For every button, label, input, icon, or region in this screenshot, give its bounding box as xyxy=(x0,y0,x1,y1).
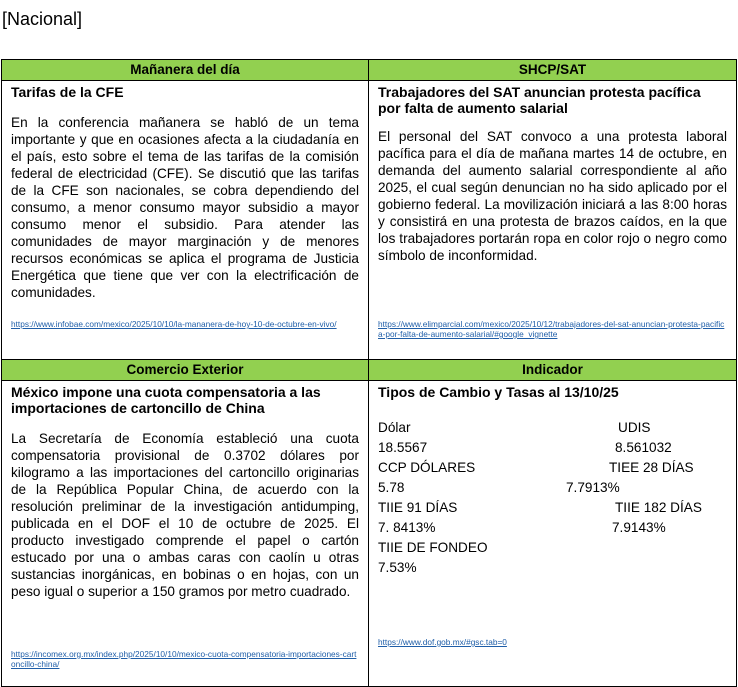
mananera-title: Tarifas de la CFE xyxy=(11,84,124,100)
tiie91-value: 7. 8413% xyxy=(378,520,436,535)
comercio-header: Comercio Exterior xyxy=(2,360,369,381)
ccp-value: 5.78 xyxy=(378,480,405,495)
mananera-header: Mañanera del día xyxy=(2,60,369,81)
dolar-label: Dólar xyxy=(378,420,411,435)
udis-value: 8.561032 xyxy=(615,440,672,455)
indicador-header: Indicador xyxy=(369,360,737,381)
udis-label: UDIS xyxy=(618,420,651,435)
tiie182-value: 7.9143% xyxy=(612,520,666,535)
comercio-title: México impone una cuota compensatoria a las importaciones de cartoncillo de China xyxy=(11,384,321,416)
indicador-source-link[interactable]: https://www.dof.gob.mx/#gsc.tab=0 xyxy=(378,637,507,647)
fondeo-label: TIIE DE FONDEO xyxy=(378,540,488,555)
tiie182-label: TIIE 182 DÍAS xyxy=(615,500,702,515)
comercio-cell xyxy=(2,381,369,687)
tiee28-label: TIEE 28 DÍAS xyxy=(609,460,694,475)
dolar-value: 18.5567 xyxy=(378,440,428,455)
shcp-body: El personal del SAT convoco a una protesta laboral pacífica para el día de mañana martes 14 de octubre, en demanda del aumento salarial correspondiente al año 2025, el cual según denuncian no ha sido aplicado por el gobierno federal. La movilización iniciará a las 8:00 horas y consistirá en una protesta de brazos caídos, en la que los trabajadores portarán ropa en color rojo o negro como símbolo de inconformidad. xyxy=(378,129,727,263)
section-label: [Nacional] xyxy=(2,9,83,29)
shcp-cell xyxy=(369,81,737,360)
comercio-source-link[interactable]: https://incomex.org.mx/index.php/2025/10/10/mexico-cuota-compensatoria-importaciones-cartoncillo-china/ xyxy=(11,649,357,669)
shcp-title: Trabajadores del SAT anuncian protesta pacífica por falta de aumento salarial xyxy=(378,84,701,116)
indicador-title: Tipos de Cambio y Tasas al 13/10/25 xyxy=(378,384,619,400)
shcp-source-link[interactable]: https://www.elimparcial.com/mexico/2025/10/12/trabajadores-del-sat-anuncian-protesta-pacifica-por-falta-de-aumento-salarial/#google_vignette xyxy=(378,319,725,339)
mananera-cell xyxy=(2,81,369,360)
comercio-body: La Secretaría de Economía estableció una cuota compensatoria provisional de 0.3702 dólares por kilogramo a las importaciones del cartoncillo originarias de la República Popular China, de acuerdo con la resolución preliminar de la investigación antidumping, publicada en el DOF el 10 de octubre de 2025. El producto investigado comprende el papel o cartón estucado por una o ambas caras con caolín u otras sustancias inorgánicas, en bobinas o en hojas, con un peso igual o superior a 150 gramos por metro cuadrado. xyxy=(11,431,359,599)
fondeo-value: 7.53% xyxy=(378,560,417,575)
mananera-body: En la conferencia mañanera se habló de un tema importante y que en ocasiones afecta a la ciudadanía en el país, esto sobre el tema de las tarifas de la comisión federal de electricidad (CFE). Se discutió que las tarifas de la CFE son nacionales, se cobra dependiendo del consumo, a menor consumo mayor subsidio a mayor consumo menor el subsidio. Para atender las comunidades de mayor marginación y de menores recursos económicas se aplica el programa de Justicia Energética que tiene que ver con la electrificación de comunidades. xyxy=(11,115,359,300)
tiee28-value: 7.7913% xyxy=(566,480,620,495)
mananera-source-link[interactable]: https://www.infobae.com/mexico/2025/10/10/la-mananera-de-hoy-10-de-octubre-en-vivo/ xyxy=(11,319,337,329)
shcp-header: SHCP/SAT xyxy=(369,60,737,81)
indicador-cell xyxy=(369,381,737,687)
tiie91-label: TIIE 91 DÍAS xyxy=(378,500,458,515)
ccp-label: CCP DÓLARES xyxy=(378,460,476,475)
news-table xyxy=(1,59,737,687)
